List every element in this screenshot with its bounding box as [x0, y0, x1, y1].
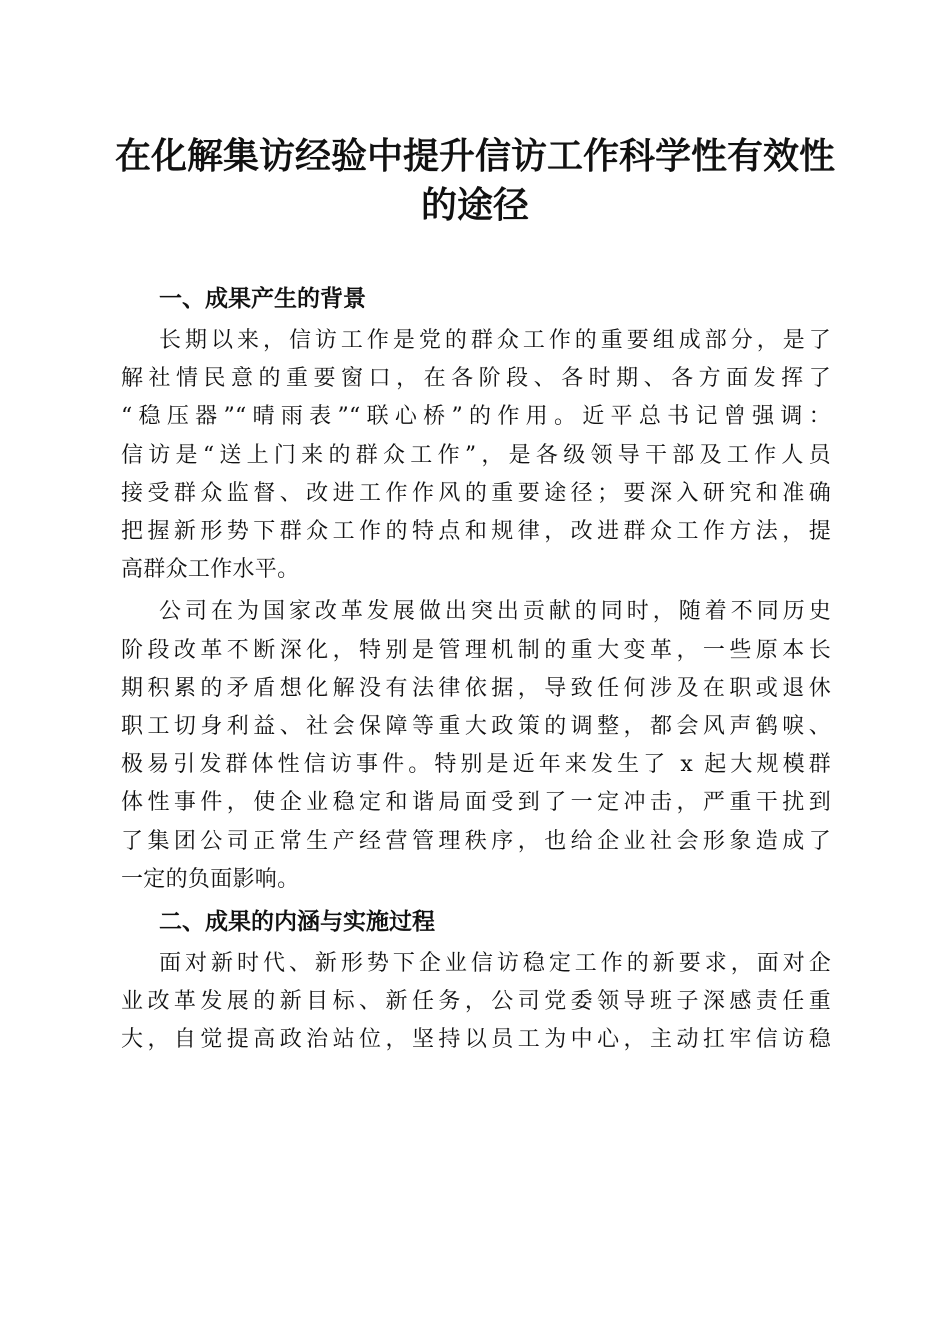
text-line: 长期以来，信访工作是党的群众工作的重要组成部分，是了 [159, 328, 831, 353]
section-heading-implementation: 二、成果的内涵与实施过程 [159, 909, 435, 936]
title-line-2: 的途径 [420, 184, 529, 226]
document-body [121, 280, 831, 1060]
text-line: 把握新形势下群众工作的特点和规律，改进群众工作方法，提 [121, 519, 831, 545]
text-line: 大，自觉提高政治站位，坚持以员工为中心，主动扛牢信访稳 [121, 1027, 831, 1053]
text-line: 阶段改革不断深化，特别是管理机制的重大变革，一些原本长 [121, 637, 831, 663]
title-line-1: 在化解集访经验中提升信访工作科学性有效性 [114, 135, 835, 177]
text-line: 面对新时代、新形势下企业信访稳定工作的新要求，面对企 [159, 951, 831, 977]
text-line: 职工切身利益、社会保障等重大政策的调整，都会风声鹤唳、 [121, 714, 831, 740]
text-line: “稳压器”“晴雨表”“联心桥”的作用。近平总书记曾强调： [121, 404, 831, 430]
paragraph-background-2 [121, 593, 831, 899]
paragraph-background-1 [121, 322, 831, 589]
text-line: 极易引发群体性信访事件。特别是近年来发生了 x 起大规模群 [121, 752, 831, 778]
text-line: 一定的负面影响。 [121, 866, 300, 892]
paragraph-implementation-1 [121, 945, 831, 1060]
text-line: 公司在为国家改革发展做出突出贡献的同时，随着不同历史 [159, 599, 831, 625]
text-line: 信访是“送上门来的群众工作”，是各级领导干部及工作人员 [121, 442, 831, 468]
text-line: 高群众工作水平。 [121, 557, 300, 583]
text-line: 解社情民意的重要窗口，在各阶段、各时期、各方面发挥了 [121, 366, 831, 392]
text-line: 接受群众监督、改进工作作风的重要途径；要深入研究和准确 [121, 480, 831, 506]
document-title [100, 132, 850, 230]
text-line: 体性事件，使企业稳定和谐局面受到了一定冲击，严重干扰到 [121, 790, 831, 816]
text-line: 了集团公司正常生产经营管理秩序，也给企业社会形象造成了 [121, 828, 831, 854]
text-line: 业改革发展的新目标、新任务，公司党委领导班子深感责任重 [121, 989, 831, 1015]
section-heading-background: 一、成果产生的背景 [159, 286, 366, 312]
text-line: 期积累的矛盾想化解没有法律依据，导致任何涉及在职或退休 [121, 675, 831, 701]
